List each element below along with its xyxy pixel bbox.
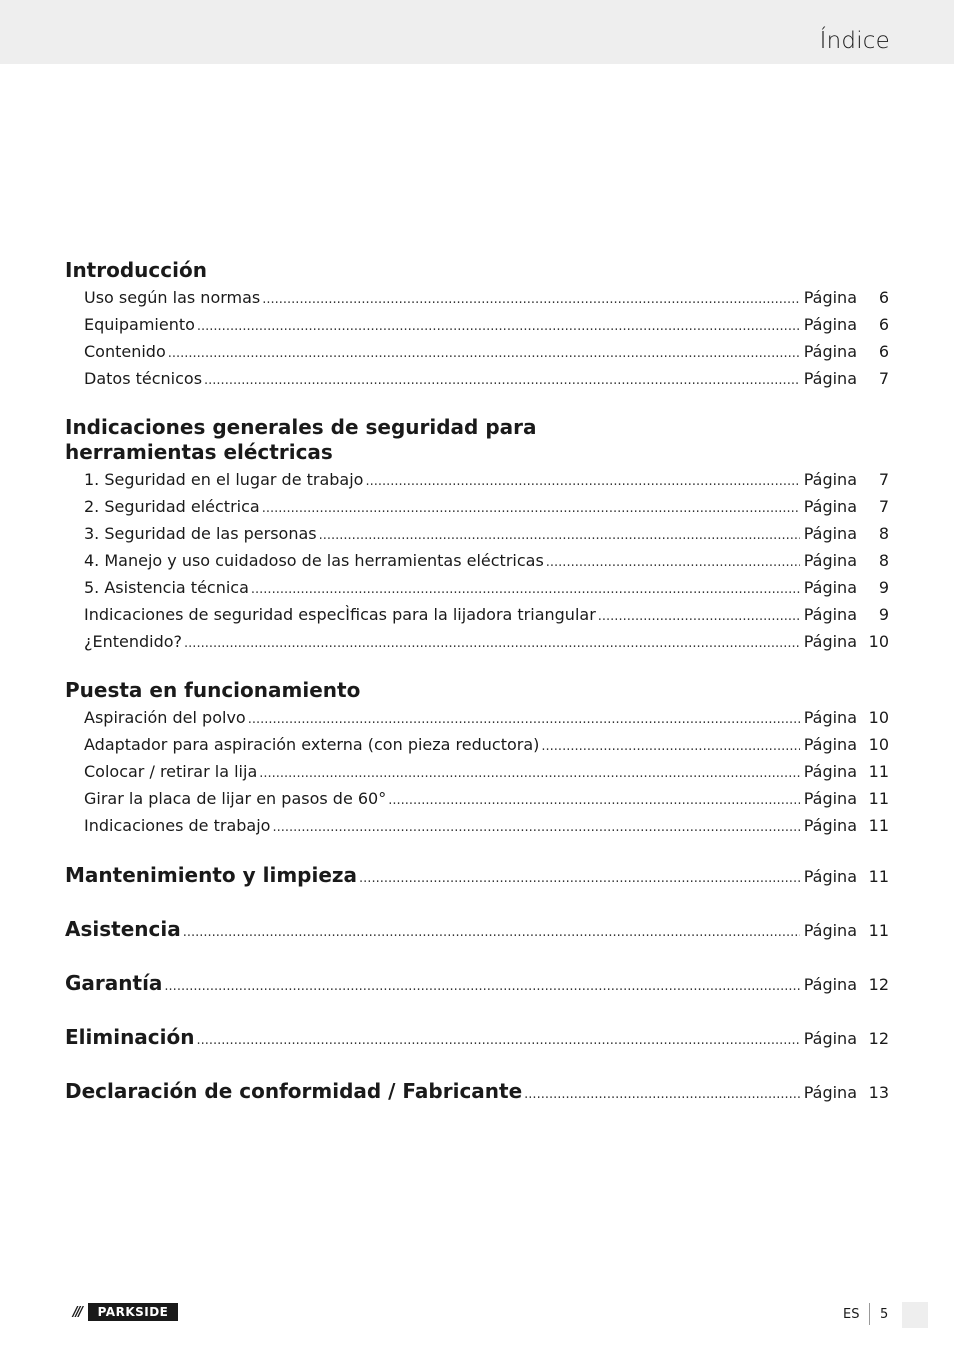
toc-entry[interactable] bbox=[65, 467, 889, 494]
toc-page-word: Página bbox=[803, 1029, 857, 1048]
toc-section-seguridad bbox=[65, 415, 889, 656]
toc-entry[interactable] bbox=[65, 759, 889, 786]
toc-page-number: 13 bbox=[868, 1083, 889, 1102]
toc-entry-label: ¿Entendido? bbox=[84, 632, 183, 651]
toc-page-number: 6 bbox=[878, 288, 889, 307]
dot-leader bbox=[359, 866, 800, 892]
dot-leader bbox=[168, 341, 800, 366]
toc-major-entry[interactable] bbox=[65, 862, 889, 892]
toc-page-number: 7 bbox=[878, 369, 889, 388]
toc-page-number: 10 bbox=[868, 632, 889, 651]
toc-page-number: 10 bbox=[868, 708, 889, 727]
toc-major-label: Asistencia bbox=[65, 917, 181, 941]
header-band bbox=[0, 0, 954, 64]
toc-entry-label: Aspiración del polvo bbox=[84, 708, 246, 727]
toc-entry-label: Datos técnicos bbox=[84, 369, 203, 388]
toc-page-word: Página bbox=[803, 708, 857, 727]
dot-leader bbox=[541, 734, 799, 759]
toc-entry[interactable] bbox=[65, 602, 889, 629]
toc-entry-label: 2. Seguridad eléctrica bbox=[84, 497, 260, 516]
toc-entry[interactable] bbox=[65, 732, 889, 759]
dot-leader bbox=[598, 604, 800, 629]
toc-entry[interactable] bbox=[65, 786, 889, 813]
toc-entry-label: 4. Manejo y uso cuidadoso de las herramientas eléctricas bbox=[84, 551, 544, 570]
section-heading: Puesta en funcionamiento bbox=[65, 678, 361, 702]
page-title: Índice bbox=[819, 28, 890, 54]
toc-page-number: 12 bbox=[868, 1029, 889, 1048]
toc-page-number: 7 bbox=[878, 470, 889, 489]
footer-tab-box bbox=[902, 1302, 928, 1328]
toc-page-word: Página bbox=[803, 921, 857, 940]
toc-page-number: 11 bbox=[868, 921, 889, 940]
toc-major-label: Garantía bbox=[65, 971, 163, 995]
toc-page-word: Página bbox=[803, 975, 857, 994]
toc-major-entry[interactable] bbox=[65, 916, 889, 946]
toc-entry[interactable] bbox=[65, 312, 889, 339]
toc-page-number: 7 bbox=[878, 497, 889, 516]
dot-leader bbox=[524, 1082, 800, 1108]
section-heading-line: herramientas eléctricas bbox=[65, 440, 333, 464]
toc-section-introduccion bbox=[65, 258, 889, 393]
toc-entry[interactable] bbox=[65, 494, 889, 521]
toc-page-number: 11 bbox=[868, 762, 889, 781]
toc-page-number: 8 bbox=[878, 524, 889, 543]
section-heading: Introducción bbox=[65, 258, 207, 282]
toc-page-number: 6 bbox=[878, 315, 889, 334]
toc-entry-label: Colocar / retirar la lija bbox=[84, 762, 258, 781]
logo-slashes: /// bbox=[72, 1304, 82, 1320]
toc-entry-label: 5. Asistencia técnica bbox=[84, 578, 249, 597]
toc-page-word: Página bbox=[803, 867, 857, 886]
toc-entry-label: Uso según las normas bbox=[84, 288, 261, 307]
toc-page-number: 8 bbox=[878, 551, 889, 570]
toc-major-label: Eliminación bbox=[65, 1025, 195, 1049]
parkside-logo bbox=[66, 1303, 178, 1321]
language-code: ES bbox=[843, 1307, 860, 1322]
toc-entry[interactable] bbox=[65, 575, 889, 602]
dot-leader bbox=[204, 368, 800, 393]
footer-divider bbox=[869, 1303, 870, 1325]
dot-leader bbox=[262, 287, 799, 312]
dot-leader bbox=[272, 815, 799, 840]
toc-entry-label: Indicaciones de seguridad especÌficas para la lijadora triangular bbox=[84, 605, 596, 624]
toc-page-word: Página bbox=[803, 605, 857, 624]
toc-page-word: Página bbox=[803, 551, 857, 570]
dot-leader bbox=[248, 707, 800, 732]
toc-major-entry[interactable] bbox=[65, 1024, 889, 1054]
toc-page-word: Página bbox=[803, 578, 857, 597]
logo-wordmark: PARKSIDE bbox=[88, 1303, 178, 1321]
toc-entry[interactable] bbox=[65, 521, 889, 548]
toc-entry[interactable] bbox=[65, 629, 889, 656]
toc-major-entry[interactable] bbox=[65, 970, 889, 1000]
toc-page-word: Página bbox=[803, 369, 857, 388]
toc-page-word: Página bbox=[803, 524, 857, 543]
page-number: 5 bbox=[880, 1307, 889, 1322]
dot-leader bbox=[262, 496, 800, 521]
toc-page-word: Página bbox=[803, 288, 857, 307]
toc-entry-label: Contenido bbox=[84, 342, 166, 361]
dot-leader bbox=[197, 314, 800, 339]
toc-page-word: Página bbox=[803, 342, 857, 361]
toc-entry-label: Indicaciones de trabajo bbox=[84, 816, 271, 835]
toc-page-word: Página bbox=[803, 497, 857, 516]
toc-page-word: Página bbox=[803, 789, 857, 808]
toc-page-word: Página bbox=[803, 470, 857, 489]
toc-entry-label: Equipamiento bbox=[84, 315, 195, 334]
toc-page-number: 10 bbox=[868, 735, 889, 754]
toc-entry[interactable] bbox=[65, 548, 889, 575]
toc-major-label: Declaración de conformidad / Fabricante bbox=[65, 1079, 523, 1103]
toc-page-number: 11 bbox=[868, 816, 889, 835]
toc-page-number: 12 bbox=[868, 975, 889, 994]
toc-page-word: Página bbox=[803, 1083, 857, 1102]
dot-leader bbox=[251, 577, 800, 602]
toc-major-entry[interactable] bbox=[65, 1078, 889, 1108]
toc-entry-label: Girar la placa de lijar en pasos de 60° bbox=[84, 789, 387, 808]
toc-entry[interactable] bbox=[65, 705, 889, 732]
dot-leader bbox=[164, 974, 799, 1000]
dot-leader bbox=[197, 1028, 800, 1054]
dot-leader bbox=[183, 920, 800, 946]
toc-section-puesta-en-funcionamiento bbox=[65, 678, 889, 840]
toc-major-label: Mantenimiento y limpieza bbox=[65, 863, 358, 887]
toc-page-word: Página bbox=[803, 735, 857, 754]
toc-entry[interactable] bbox=[65, 285, 889, 312]
section-heading bbox=[65, 415, 889, 465]
toc-page-number: 11 bbox=[868, 789, 889, 808]
dot-leader bbox=[319, 523, 800, 548]
section-heading-line: Indicaciones generales de seguridad para bbox=[65, 415, 537, 439]
toc-entry-label: 1. Seguridad en el lugar de trabajo bbox=[84, 470, 364, 489]
toc-page-word: Página bbox=[803, 315, 857, 334]
toc-page-word: Página bbox=[803, 762, 857, 781]
toc-page-number: 9 bbox=[878, 578, 889, 597]
dot-leader bbox=[184, 631, 800, 656]
toc-page-word: Página bbox=[803, 816, 857, 835]
toc-entry[interactable] bbox=[65, 366, 889, 393]
dot-leader bbox=[388, 788, 799, 813]
dot-leader bbox=[546, 550, 800, 575]
toc-entry[interactable] bbox=[65, 813, 889, 840]
dot-leader bbox=[365, 469, 799, 494]
dot-leader bbox=[259, 761, 799, 786]
toc-entry[interactable] bbox=[65, 339, 889, 366]
toc-page-number: 9 bbox=[878, 605, 889, 624]
toc-page-number: 6 bbox=[878, 342, 889, 361]
table-of-contents bbox=[65, 258, 889, 1132]
toc-entry-label: 3. Seguridad de las personas bbox=[84, 524, 317, 543]
toc-entry-label: Adaptador para aspiración externa (con pieza reductora) bbox=[84, 735, 540, 754]
toc-page-number: 11 bbox=[868, 867, 889, 886]
toc-page-word: Página bbox=[803, 632, 857, 651]
